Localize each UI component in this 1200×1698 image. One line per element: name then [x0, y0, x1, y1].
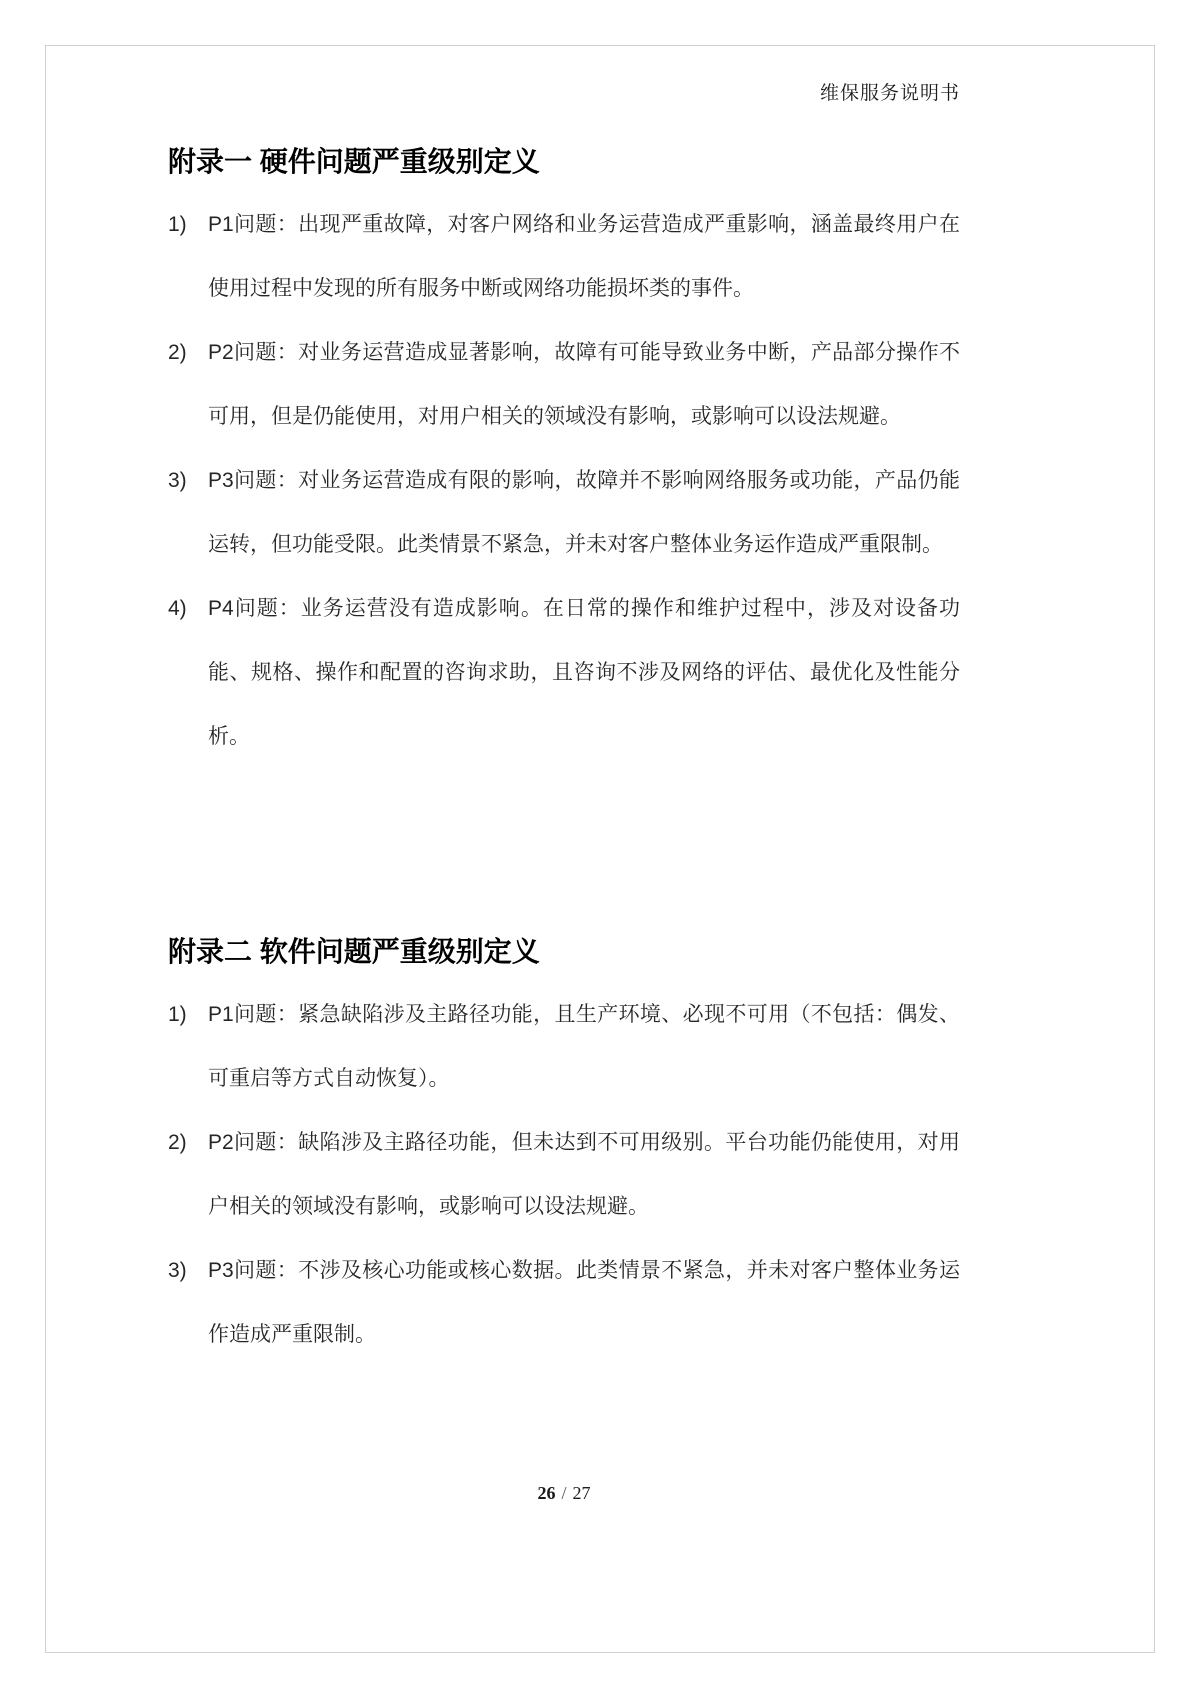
list-item — [168, 983, 960, 1111]
list-item — [168, 321, 960, 449]
list-item-text: P3问题：不涉及核心功能或核心数据。此类情景不紧急，并未对客户整体业务运作造成严重限制。 — [208, 1259, 960, 1346]
section-title-appendix-2: 附录二 软件问题严重级别定义 — [168, 936, 540, 967]
list-item — [168, 1239, 960, 1367]
list-item-text: P2问题：对业务运营造成显著影响，故障有可能导致业务中断，产品部分操作不可用，但是仍能使用，对用户相关的领域没有影响，或影响可以设法规避。 — [208, 341, 960, 428]
list-item — [168, 193, 960, 321]
list-item — [168, 1111, 960, 1239]
list-item-number: 3) — [168, 469, 187, 492]
list-item-text: P3问题：对业务运营造成有限的影响，故障并不影响网络服务或功能，产品仍能运转，但功能受限。此类情景不紧急，并未对客户整体业务运作造成严重限制。 — [208, 469, 960, 556]
hardware-severity-list — [168, 193, 960, 769]
page-number-current: 26 — [537, 1483, 556, 1503]
running-header — [168, 78, 960, 105]
software-severity-list — [168, 983, 960, 1367]
list-item — [168, 449, 960, 577]
page-number-separator: / — [561, 1483, 567, 1503]
section-title-appendix-1: 附录一 硬件问题严重级别定义 — [168, 146, 540, 177]
list-item-number: 1) — [168, 1003, 187, 1026]
page-footer — [168, 1483, 960, 1504]
list-item-number: 2) — [168, 341, 187, 364]
document-title: 维保服务说明书 — [819, 83, 960, 104]
list-item-text: P4问题：业务运营没有造成影响。在日常的操作和维护过程中，涉及对设备功能、规格、操作和配置的咨询求助，且咨询不涉及网络的评估、最优化及性能分析。 — [208, 597, 960, 748]
list-item-text: P1问题：出现严重故障，对客户网络和业务运营造成严重影响，涵盖最终用户在使用过程中发现的所有服务中断或网络功能损坏类的事件。 — [208, 213, 960, 300]
list-item-text: P2问题：缺陷涉及主路径功能，但未达到不可用级别。平台功能仍能使用，对用户相关的领域没有影响，或影响可以设法规避。 — [208, 1131, 960, 1218]
list-item-text: P1问题：紧急缺陷涉及主路径功能，且生产环境、必现不可用（不包括：偶发、可重启等方式自动恢复）。 — [208, 1003, 960, 1090]
list-item-number: 2) — [168, 1131, 187, 1154]
list-item-number: 4) — [168, 597, 187, 620]
list-item — [168, 577, 960, 769]
list-item-number: 1) — [168, 213, 187, 236]
list-item-number: 3) — [168, 1259, 187, 1282]
page-number-total: 27 — [572, 1483, 591, 1503]
page-content — [168, 0, 960, 1367]
